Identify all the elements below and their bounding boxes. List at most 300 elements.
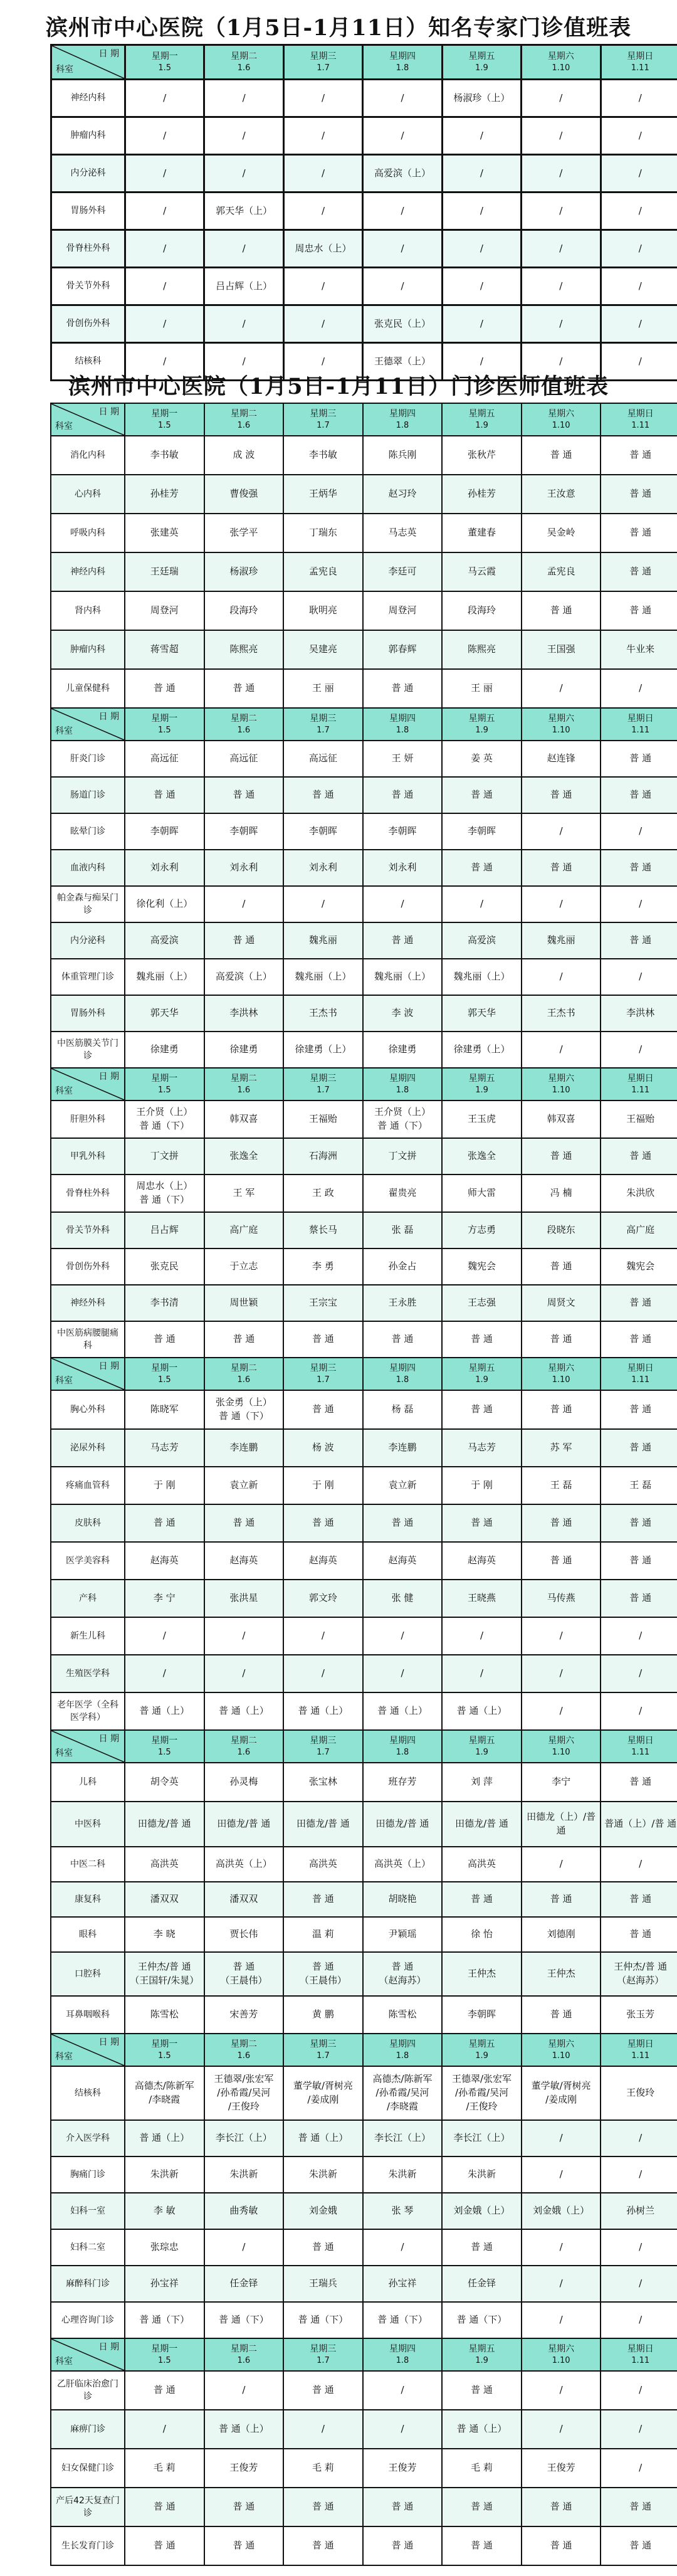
date-label: 1.8 — [396, 1085, 409, 1095]
schedule-cell: 普 通 — [442, 1390, 522, 1429]
schedule-cell: 普 通 — [204, 777, 284, 813]
department-cell: 皮肤科 — [51, 1504, 125, 1542]
department-cell: 心理咨询门诊 — [51, 2302, 125, 2338]
header-day-cell — [204, 1068, 284, 1101]
table-row — [51, 1467, 677, 1504]
schedule-cell: / — [283, 2410, 363, 2449]
schedule-cell: 普 通 — [601, 922, 677, 959]
header-corner-cell — [51, 1358, 125, 1390]
schedule-cell: 高德杰/陈新军 /孙希霞/吴河 /李晓霞 — [363, 2066, 443, 2120]
schedule-cell: 石海洲 — [283, 1138, 363, 1175]
schedule-cell: 普 通（下） — [363, 2302, 443, 2338]
schedule-cell: 张秋芹 — [442, 436, 522, 475]
date-label: 1.8 — [396, 420, 409, 430]
schedule-cell: / — [601, 1692, 677, 1730]
schedule-cell: 李长江（上） — [363, 2120, 443, 2156]
schedule-cell: 张洪星 — [204, 1580, 284, 1617]
table-row — [51, 155, 677, 193]
department-cell: 医学美容科 — [51, 1542, 125, 1580]
header-row — [51, 2034, 677, 2066]
table-row — [51, 1952, 677, 1996]
date-label: 1.11 — [631, 1747, 650, 1757]
schedule-cell: 普 通 — [204, 1504, 284, 1542]
header-day-cell — [522, 708, 601, 741]
schedule-cell: 普 通 — [283, 2229, 363, 2266]
schedule-cell: 孙宝祥 — [363, 2266, 443, 2302]
schedule-cell: / — [204, 80, 283, 117]
schedule-cell: 普 通 — [442, 2229, 522, 2266]
weekday-label: 星期四 — [389, 1735, 416, 1746]
weekday-label: 星期日 — [627, 1363, 654, 1373]
date-label: 1.5 — [157, 725, 171, 735]
schedule-cell: 胡令英 — [125, 1763, 204, 1802]
schedule-cell: 李 晓 — [125, 1917, 204, 1952]
schedule-cell: 王 丽 — [442, 669, 522, 708]
schedule-cell: / — [601, 1847, 677, 1882]
header-row — [51, 403, 677, 436]
schedule-cell: 普 通 — [601, 1763, 677, 1802]
weekday-label: 星期一 — [151, 1735, 178, 1746]
department-cell: 结核科 — [51, 343, 125, 381]
schedule-cell: 普 通 — [522, 777, 601, 813]
header-row — [51, 708, 677, 741]
department-cell: 神经外科 — [51, 1285, 125, 1321]
schedule-cell: 普 通 — [283, 1882, 363, 1917]
department-cell: 康复科 — [51, 1882, 125, 1917]
department-cell: 骨脊柱外科 — [51, 1175, 125, 1212]
schedule-cell: / — [363, 2371, 443, 2410]
date-label: 1.8 — [396, 2051, 409, 2061]
schedule-cell: 普 通 （赵海苏） — [363, 1952, 443, 1996]
schedule-cell: 郭天华 — [442, 995, 522, 1032]
schedule-cell: 潘双双 — [125, 1882, 204, 1917]
schedule-cell: 王仲杰 — [522, 1952, 601, 1996]
schedule-cell: 王 丽 — [283, 669, 363, 708]
table-row — [51, 813, 677, 850]
weekday-label: 星期五 — [468, 408, 495, 419]
schedule-cell: 李连鹏 — [204, 1429, 284, 1467]
schedule-cell: / — [442, 155, 521, 193]
header-day-cell — [125, 403, 204, 436]
schedule-cell: / — [283, 305, 362, 343]
schedule-cell: 朱洪新 — [442, 2156, 522, 2193]
header-day-cell — [522, 403, 601, 436]
schedule-cell: 张 琴 — [363, 2193, 443, 2229]
weekday-label: 星期六 — [548, 713, 575, 724]
schedule-cell: 于立志 — [204, 1248, 284, 1285]
schedule-cell: 郭春辉 — [363, 630, 443, 669]
header-corner-cell — [51, 1068, 125, 1101]
table-row — [51, 80, 677, 117]
department-cell: 肝胆外科 — [51, 1101, 125, 1138]
schedule-cell: / — [601, 886, 677, 922]
schedule-cell: 班存芳 — [363, 1763, 443, 1802]
schedule-cell: 李朝晖 — [442, 1996, 522, 2034]
schedule-cell: 普 通 — [363, 777, 443, 813]
schedule-cell: 马志芳 — [442, 1429, 522, 1467]
schedule-cell: / — [601, 2449, 677, 2488]
schedule-cell: 普 通 — [204, 2526, 284, 2565]
weekday-label: 星期四 — [389, 408, 416, 419]
header-day-cell — [601, 1358, 677, 1390]
department-cell: 妇科二室 — [51, 2229, 125, 2266]
date-label: 1.5 — [158, 63, 172, 73]
schedule-cell: / — [204, 886, 284, 922]
weekday-label: 星期五 — [468, 2343, 495, 2354]
table-row — [51, 1917, 677, 1952]
department-cell: 产后42天复查门诊 — [51, 2488, 125, 2526]
weekday-label: 星期六 — [547, 51, 574, 61]
header-corner-cell — [51, 1730, 125, 1763]
weekday-label: 星期一 — [151, 1073, 178, 1084]
schedule-cell: 普 通（上） — [204, 1692, 284, 1730]
schedule-cell: 赵海英 — [363, 1542, 443, 1580]
table-row — [51, 1802, 677, 1847]
schedule-cell: / — [442, 343, 521, 381]
header-row — [51, 1730, 677, 1763]
date-label: 1.5 — [157, 1747, 171, 1757]
date-label: 1.8 — [396, 1375, 409, 1385]
corner-dept-label: 科室 — [56, 65, 73, 75]
weekday-label: 星期四 — [389, 1363, 416, 1373]
date-label: 1.11 — [631, 1375, 650, 1385]
weekday-label: 星期日 — [627, 1073, 654, 1084]
weekday-label: 星期一 — [151, 51, 178, 61]
schedule-cell: 徐化利（上） — [125, 886, 204, 922]
schedule-cell: 高洪英（上） — [204, 1847, 284, 1882]
schedule-cell: 郭天华（上） — [204, 193, 283, 230]
header-day-cell — [283, 403, 363, 436]
date-label: 1.7 — [317, 420, 330, 430]
header-day-cell — [601, 2034, 677, 2066]
schedule-cell: 贾长伟 — [204, 1917, 284, 1952]
date-label: 1.11 — [631, 725, 650, 735]
table-row — [51, 2526, 677, 2565]
schedule-cell: 普 通（上） — [283, 2120, 363, 2156]
weekday-label: 星期四 — [389, 2039, 416, 2049]
weekday-label: 星期六 — [548, 408, 575, 419]
schedule-cell: 王廷瑞 — [125, 552, 204, 591]
department-cell: 肿瘤内科 — [51, 630, 125, 669]
schedule-cell: 张学平 — [204, 514, 284, 552]
corner-dept-label: 科室 — [55, 726, 73, 737]
schedule-cell: 张 磊 — [363, 1212, 443, 1248]
date-label: 1.5 — [157, 2051, 171, 2061]
schedule-cell: 李宁 — [522, 1763, 601, 1802]
schedule-cell: 毛 莉 — [442, 2449, 522, 2488]
schedule-cell: 普 通 — [522, 591, 601, 630]
date-label: 1.10 — [552, 1747, 570, 1757]
schedule-cell: / — [125, 343, 204, 381]
schedule-cell: / — [522, 1032, 601, 1068]
schedule-cell: 高洪英 — [442, 1847, 522, 1882]
schedule-cell: / — [601, 669, 677, 708]
schedule-cell: 高爱滨（上） — [204, 959, 284, 995]
schedule-cell: 孙灵梅 — [204, 1763, 284, 1802]
header-day-cell — [283, 2338, 363, 2371]
schedule-cell: 董建春 — [442, 514, 522, 552]
header-day-cell — [283, 1068, 363, 1101]
schedule-cell: / — [363, 1617, 443, 1655]
schedule-cell: 吕占辉（上） — [204, 268, 283, 305]
schedule-cell: / — [601, 1032, 677, 1068]
date-label: 1.8 — [396, 2355, 409, 2365]
table-row — [51, 475, 677, 514]
department-cell: 内分泌科 — [51, 922, 125, 959]
schedule-cell: 段海玲 — [204, 591, 284, 630]
department-cell: 骨关节外科 — [51, 1212, 125, 1248]
table-row — [51, 886, 677, 922]
schedule-cell: 马云霞 — [442, 552, 522, 591]
table-row — [51, 2229, 677, 2266]
department-cell: 妇科一室 — [51, 2193, 125, 2229]
table-row — [51, 1996, 677, 2034]
schedule-cell: 刘永利 — [125, 850, 204, 886]
schedule-cell: 蒋雪超 — [125, 630, 204, 669]
schedule-cell: 曹俊强 — [204, 475, 284, 514]
schedule-cell: 普 通 — [601, 1917, 677, 1952]
schedule-cell: / — [204, 155, 283, 193]
schedule-cell: 普 通 — [125, 2526, 204, 2565]
schedule-cell: 胡晓艳 — [363, 1882, 443, 1917]
schedule-cell: 周贤文 — [522, 1285, 601, 1321]
weekday-label: 星期二 — [230, 408, 257, 419]
schedule-cell: / — [601, 1655, 677, 1692]
date-label: 1.5 — [157, 1085, 171, 1095]
weekday-label: 星期三 — [310, 1073, 337, 1084]
header-day-cell — [204, 403, 284, 436]
schedule-cell: 王德翠/张宏军 /孙希霞/吴河 /王俊玲 — [204, 2066, 284, 2120]
schedule-cell: 普 通 — [522, 850, 601, 886]
weekday-label: 星期三 — [310, 2039, 337, 2049]
schedule-cell: 李朝晖 — [283, 813, 363, 850]
schedule-cell: 普 通 — [125, 2488, 204, 2526]
weekday-label: 星期四 — [389, 713, 416, 724]
date-label: 1.10 — [552, 420, 570, 430]
schedule-cell: 朱洪新 — [204, 2156, 284, 2193]
schedule-cell: 段晓东 — [522, 1212, 601, 1248]
schedule-cell: / — [522, 230, 601, 268]
table-row — [51, 1692, 677, 1730]
schedule-cell: 普 通 — [442, 1321, 522, 1358]
schedule-cell: 普 通 — [283, 1321, 363, 1358]
corner-date-label: 日 期 — [98, 407, 119, 417]
schedule-cell: 李连鹏 — [363, 1429, 443, 1467]
department-cell: 肾内科 — [51, 591, 125, 630]
schedule-cell: / — [601, 813, 677, 850]
schedule-cell: 普 通（上） — [125, 1692, 204, 1730]
weekday-label: 星期五 — [468, 2039, 495, 2049]
schedule-cell: 陈兵刚 — [363, 436, 443, 475]
table-row — [51, 2371, 677, 2410]
department-cell: 呼吸内科 — [51, 514, 125, 552]
schedule-cell: 普 通 — [601, 1138, 677, 1175]
weekday-label: 星期日 — [627, 51, 654, 61]
schedule-cell: 杨淑珍（上） — [442, 80, 521, 117]
department-cell: 骨创伤外科 — [51, 305, 125, 343]
weekday-label: 星期五 — [468, 713, 495, 724]
schedule-cell: 袁立新 — [204, 1467, 284, 1504]
schedule-cell: 普 通 — [522, 2488, 601, 2526]
date-label: 1.9 — [475, 2051, 488, 2061]
schedule-cell: 普 通 — [442, 850, 522, 886]
corner-date-label: 日 期 — [98, 2037, 119, 2047]
header-day-cell — [522, 2338, 601, 2371]
schedule-cell: 王德翠/张宏军 /孙希霞/吴河 /王俊玲 — [442, 2066, 522, 2120]
header-row — [51, 1358, 677, 1390]
weekday-label: 星期三 — [310, 408, 337, 419]
header-day-cell — [363, 2338, 443, 2371]
table-row — [51, 591, 677, 630]
schedule-cell: / — [601, 117, 677, 155]
schedule-cell: 朱洪新 — [363, 2156, 443, 2193]
schedule-cell: 普 通 — [363, 1321, 443, 1358]
table-row — [51, 1321, 677, 1358]
schedule-cell: 普 通 （王晨伟） — [283, 1952, 363, 1996]
weekday-label: 星期日 — [627, 408, 654, 419]
schedule-cell: 徐建勇 — [204, 1032, 284, 1068]
schedule-cell: / — [601, 2156, 677, 2193]
department-cell: 肿瘤内科 — [51, 117, 125, 155]
schedule-cell: / — [601, 193, 677, 230]
schedule-cell: / — [522, 2266, 601, 2302]
schedule-cell: 高洪英 — [125, 1847, 204, 1882]
department-cell: 骨创伤外科 — [51, 1248, 125, 1285]
header-row — [51, 2338, 677, 2371]
department-cell: 疼痛血管科 — [51, 1467, 125, 1504]
schedule-cell: 李长江（上） — [204, 2120, 284, 2156]
date-label: 1.8 — [396, 63, 409, 73]
header-day-cell — [125, 2034, 204, 2066]
schedule-cell: 王炳华 — [283, 475, 363, 514]
schedule-cell: 普 通 — [522, 1996, 601, 2034]
table-row — [51, 777, 677, 813]
header-day-cell — [204, 2034, 284, 2066]
weekday-label: 星期六 — [548, 1073, 575, 1084]
table-row — [51, 1617, 677, 1655]
schedule-cell: 张逸全 — [442, 1138, 522, 1175]
weekday-label: 星期六 — [548, 1735, 575, 1746]
schedule-cell: 尹颖瑶 — [363, 1917, 443, 1952]
schedule-cell: 张琮忠 — [125, 2229, 204, 2266]
schedule-cell: 刘永利 — [283, 850, 363, 886]
schedule-cell: 田德龙（上）/普 通 — [522, 1802, 601, 1847]
schedule-cell: 高德杰/陈新军 /李晓霞 — [125, 2066, 204, 2120]
schedule-cell: 丁文拼 — [363, 1138, 443, 1175]
table-row — [51, 1763, 677, 1802]
schedule-cell: 魏宪会 — [442, 1248, 522, 1285]
schedule-cell: 温 莉 — [283, 1917, 363, 1952]
schedule-cell: 普 通 — [601, 777, 677, 813]
schedule-cell: 朱洪新 — [125, 2156, 204, 2193]
schedule-cell: 田德龙/普 通 — [125, 1802, 204, 1847]
schedule-cell: / — [601, 2410, 677, 2449]
schedule-cell: 李书敏 — [125, 436, 204, 475]
header-corner-cell — [51, 708, 125, 741]
weekday-label: 星期一 — [151, 2343, 178, 2354]
schedule-cell: / — [522, 2371, 601, 2410]
schedule-cell: / — [204, 2229, 284, 2266]
schedule-cell: / — [363, 2229, 443, 2266]
schedule-cell: 刘永利 — [363, 850, 443, 886]
header-day-cell — [204, 45, 283, 80]
schedule-cell: / — [522, 193, 601, 230]
schedule-cell: 魏兆丽 — [522, 922, 601, 959]
header-day-cell — [363, 1068, 443, 1101]
weekday-label: 星期四 — [389, 2343, 416, 2354]
schedule-cell: 毛 莉 — [125, 2449, 204, 2488]
header-corner-cell — [51, 2338, 125, 2371]
schedule-cell: / — [601, 2371, 677, 2410]
weekday-label: 星期五 — [468, 1363, 495, 1373]
table-row — [51, 436, 677, 475]
department-cell: 眩晕门诊 — [51, 813, 125, 850]
schedule-cell: 王福贻 — [283, 1101, 363, 1138]
schedule-cell: / — [283, 268, 362, 305]
schedule-cell: 朱洪新 — [283, 2156, 363, 2193]
schedule-cell: / — [522, 2156, 601, 2193]
schedule-cell: 普 通 — [204, 1321, 284, 1358]
schedule-cell: / — [601, 343, 677, 381]
schedule-cell: 丁文拼 — [125, 1138, 204, 1175]
date-label: 1.7 — [317, 1747, 330, 1757]
date-label: 1.11 — [631, 420, 650, 430]
schedule-cell: / — [522, 80, 601, 117]
department-cell: 生长发育门诊 — [51, 2526, 125, 2565]
header-day-cell — [601, 1068, 677, 1101]
schedule-cell: 王俊芳 — [522, 2449, 601, 2488]
schedule-cell: 张宝林 — [283, 1763, 363, 1802]
header-day-cell — [601, 1730, 677, 1763]
schedule-cell: 张 健 — [363, 1580, 443, 1617]
table-row — [51, 1882, 677, 1917]
header-day-cell — [283, 1358, 363, 1390]
schedule-cell: 任金铎 — [204, 2266, 284, 2302]
date-label: 1.11 — [631, 2051, 650, 2061]
schedule-cell: 刘金娥（上） — [442, 2193, 522, 2229]
schedule-cell: / — [601, 268, 677, 305]
schedule-cell: / — [204, 1617, 284, 1655]
schedule-cell: 普 通 — [601, 2488, 677, 2526]
schedule-cell: / — [522, 343, 601, 381]
schedule-cell: / — [363, 80, 442, 117]
schedule-cell: / — [522, 1847, 601, 1882]
date-label: 1.6 — [237, 63, 251, 73]
schedule-cell: 普 通 — [522, 2526, 601, 2565]
date-label: 1.8 — [396, 1747, 409, 1757]
weekday-label: 星期五 — [468, 1735, 495, 1746]
schedule-cell: 普 通 — [442, 2488, 522, 2526]
date-label: 1.10 — [552, 2051, 570, 2061]
date-label: 1.7 — [317, 63, 330, 73]
schedule-cell: 翟贵亮 — [363, 1175, 443, 1212]
department-cell: 妇女保健门诊 — [51, 2449, 125, 2488]
weekday-label: 星期二 — [230, 1735, 257, 1746]
schedule-cell: 王永胜 — [363, 1285, 443, 1321]
header-day-cell — [204, 1358, 284, 1390]
table-row — [51, 552, 677, 591]
table-row — [51, 1175, 677, 1212]
date-label: 1.7 — [317, 1085, 330, 1095]
schedule-cell: 普 通 — [125, 1504, 204, 1542]
schedule-cell: 普 通 （王晨伟） — [204, 1952, 284, 1996]
schedule-cell: 王宗宝 — [283, 1285, 363, 1321]
schedule-cell: / — [125, 1617, 204, 1655]
schedule-cell: / — [283, 1617, 363, 1655]
schedule-cell: 徐建勇（上） — [442, 1032, 522, 1068]
schedule-cell: / — [442, 268, 521, 305]
department-cell: 消化内科 — [51, 436, 125, 475]
